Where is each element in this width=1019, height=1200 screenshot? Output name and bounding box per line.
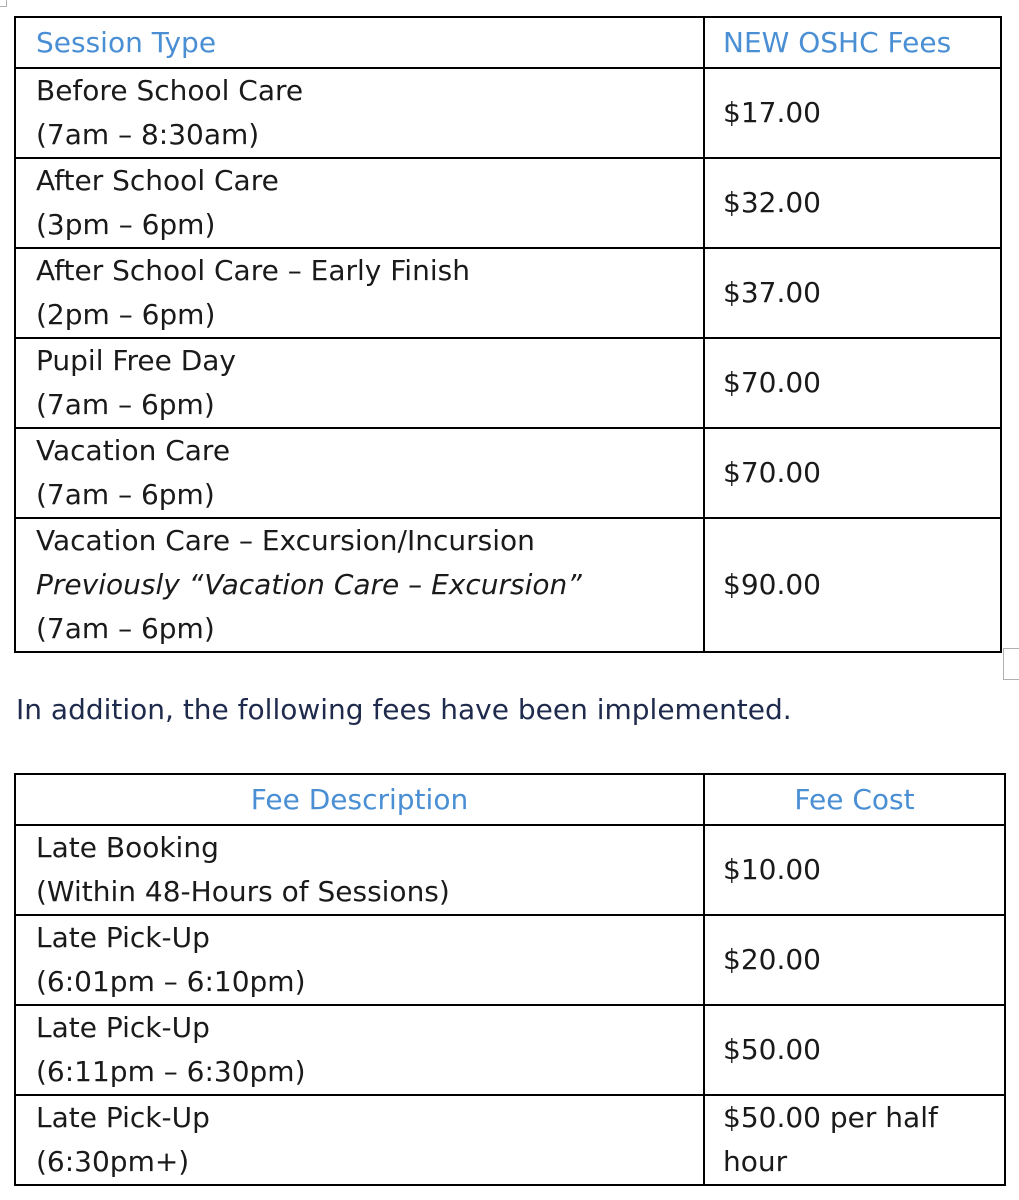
fee-name: Late Pick-Up	[36, 1011, 210, 1044]
additional-fees-table	[14, 773, 1006, 1186]
table-row	[15, 68, 1001, 158]
table-row	[15, 338, 1001, 428]
fee-cell: $70.00	[704, 338, 1001, 428]
session-fees-table	[14, 16, 1002, 653]
fee-name: Late Booking	[36, 831, 219, 864]
fee-detail: (Within 48-Hours of Sessions)	[36, 875, 450, 908]
session-name: Vacation Care	[36, 434, 231, 467]
table-row	[15, 1005, 1005, 1095]
fee-cost-cell: $20.00	[704, 915, 1005, 1005]
session-cell	[15, 428, 704, 518]
session-cell	[15, 248, 704, 338]
session-note: Previously “Vacation Care – Excursion”	[36, 568, 582, 601]
fee-cell: $90.00	[704, 518, 1001, 652]
session-cell	[15, 68, 704, 158]
corner-mark	[1003, 648, 1019, 680]
fee-description-cell	[15, 1095, 704, 1185]
table-row	[15, 248, 1001, 338]
fee-cost-cell: $10.00	[704, 825, 1005, 915]
fee-cost-line: $50.00 per half	[723, 1101, 938, 1134]
fee-name: Late Pick-Up	[36, 921, 210, 954]
session-time: (7am – 8:30am)	[36, 118, 260, 151]
fee-description-cell	[15, 825, 704, 915]
session-cell	[15, 518, 704, 652]
fee-cell: $70.00	[704, 428, 1001, 518]
fee-description-cell	[15, 1005, 704, 1095]
fee-cost-cell	[704, 1095, 1005, 1185]
session-name: Before School Care	[36, 74, 304, 107]
table-row	[15, 1095, 1005, 1185]
fee-detail: (6:01pm – 6:10pm)	[36, 965, 306, 998]
session-time: (7am – 6pm)	[36, 478, 215, 511]
header-session-type: Session Type	[15, 17, 704, 68]
fee-cell: $37.00	[704, 248, 1001, 338]
fee-detail: (6:11pm – 6:30pm)	[36, 1055, 306, 1088]
fee-name: Late Pick-Up	[36, 1101, 210, 1134]
session-name: After School Care – Early Finish	[36, 254, 470, 287]
session-name: Pupil Free Day	[36, 344, 236, 377]
header-new-oshc-fees: NEW OSHC Fees	[704, 17, 1001, 68]
additional-fees-note: In addition, the following fees have been implemented.	[16, 693, 792, 726]
fee-cell: $32.00	[704, 158, 1001, 248]
table-row	[15, 158, 1001, 248]
table-row	[15, 518, 1001, 652]
fee-cost-line: hour	[723, 1145, 788, 1178]
fee-cost-cell: $50.00	[704, 1005, 1005, 1095]
fee-description-cell	[15, 915, 704, 1005]
session-time: (7am – 6pm)	[36, 612, 215, 645]
table-row	[15, 428, 1001, 518]
table-row	[15, 915, 1005, 1005]
corner-mark	[0, 0, 7, 7]
header-fee-description: Fee Description	[15, 774, 704, 825]
session-name: After School Care	[36, 164, 279, 197]
header-fee-cost: Fee Cost	[704, 774, 1005, 825]
session-time: (7am – 6pm)	[36, 388, 215, 421]
fee-detail: (6:30pm+)	[36, 1145, 190, 1178]
session-name: Vacation Care – Excursion/Incursion	[36, 524, 535, 557]
table-header-row	[15, 774, 1005, 825]
session-time: (2pm – 6pm)	[36, 298, 216, 331]
fee-cell: $17.00	[704, 68, 1001, 158]
session-cell	[15, 338, 704, 428]
table-row	[15, 825, 1005, 915]
session-time: (3pm – 6pm)	[36, 208, 216, 241]
session-cell	[15, 158, 704, 248]
table-header-row	[15, 17, 1001, 68]
